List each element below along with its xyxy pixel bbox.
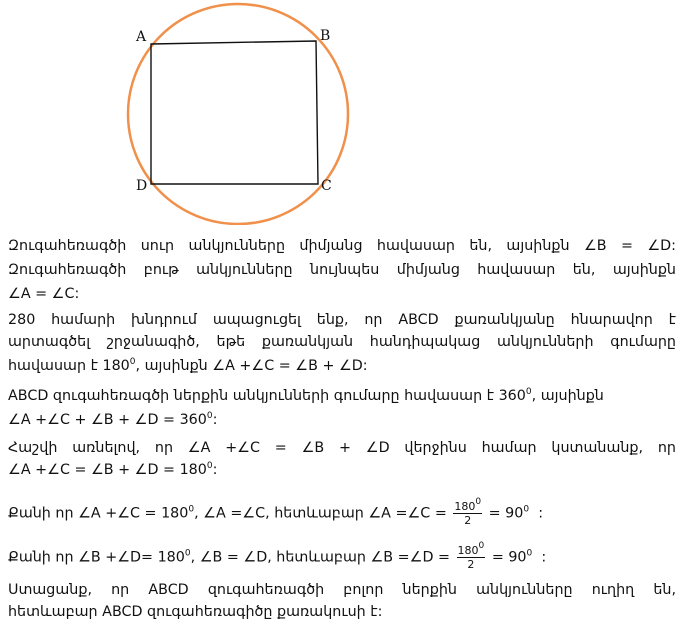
text-line-11-part-b: , ∠A =∠C, հետևաբար ∠A =∠C =: [194, 505, 447, 522]
text-line-8-part-a: ∠A +∠C + ∠B + ∠D = 360: [8, 412, 207, 428]
degree-mark: 0: [475, 497, 482, 507]
text-line-11: [8, 497, 676, 527]
text-line-3: ∠A = ∠C:: [8, 286, 80, 302]
text-line-6-part-b: , այսինքն ∠A +∠C = ∠B + ∠D:: [135, 358, 368, 374]
text-line-10: [8, 460, 676, 480]
fraction: [453, 497, 482, 527]
degree-mark: 0: [523, 504, 530, 515]
fraction-numerator-value: 180: [457, 544, 479, 557]
fraction-denominator: 2: [464, 514, 472, 527]
text-line-5: արտագծել շրջանագիծ, եթե քառանկյան հանդիպակաց անկյունների գումարը: [8, 334, 676, 350]
degree-mark: 0: [184, 548, 191, 559]
text-line-8: [8, 410, 676, 430]
quadrilateral-abcd: [151, 41, 318, 184]
vertex-label-d: D: [136, 178, 148, 194]
text-line-12: [8, 541, 676, 571]
circumscribed-circle: [128, 4, 348, 224]
text-line-6-part-a: հավասար է 180: [8, 358, 130, 374]
fraction-numerator: [457, 541, 486, 558]
inscribed-quadrilateral-figure: [0, 0, 684, 225]
degree-mark: 0: [129, 357, 136, 367]
text-line-10-part-b: :: [212, 462, 218, 478]
fraction-denominator: 2: [467, 558, 475, 571]
text-line-11-part-d: :: [538, 505, 544, 522]
text-line-7-part-a: ABCD զուգահեռագծի ներքին անկյունների գումարը հավասար է 360: [8, 388, 526, 404]
text-line-6: [8, 356, 676, 376]
text-line-2: Զուգահեռագծի բութ անկյունները նույնպես միմյանց հավասար են, այսինքն: [8, 262, 676, 278]
fraction-numerator-value: 180: [454, 500, 476, 513]
text-line-11-part-c: = 90: [488, 505, 524, 522]
vertex-label-b: B: [320, 28, 331, 44]
degree-mark: 0: [526, 548, 533, 559]
text-line-11-part-a: Քանի որ ∠A +∠C = 180: [8, 505, 189, 522]
degree-mark: 0: [188, 504, 195, 515]
degree-mark: 0: [206, 411, 213, 421]
text-line-7: [8, 386, 676, 406]
text-line-8-part-b: :: [212, 412, 218, 428]
text-line-12-part-b: , ∠B = ∠D, հետևաբար ∠B =∠D =: [190, 549, 450, 566]
text-line-12-part-d: :: [541, 549, 547, 566]
degree-mark: 0: [525, 387, 532, 397]
text-line-1: Զուգահեռագծի սուր անկյունները միմյանց հավասար են, այսինքն ∠B = ∠D:: [8, 238, 676, 254]
text-line-12-part-c: = 90: [491, 549, 527, 566]
text-line-12-part-a: Քանի որ ∠B +∠D= 180: [8, 549, 185, 566]
fraction: [457, 541, 486, 571]
text-line-4: 280 համարի խնդրում ապացուցել ենք, որ ABCD քառանկյանը հնարավոր է: [8, 312, 676, 328]
text-line-13: Ստացանք, որ ABCD զուգահեռագծի բոլոր ներքին անկյունները ուղիղ են,: [8, 582, 676, 598]
vertex-label-c: C: [321, 178, 332, 194]
vertex-label-a: A: [136, 29, 147, 45]
text-line-14: հետևաբար ABCD զուգահեռագիծը քառակուսի է:: [8, 604, 383, 620]
fraction-numerator: [453, 497, 482, 514]
text-line-9: Հաշվի առնելով, որ ∠A +∠C = ∠B + ∠D վերջինս համար կստանանք, որ: [8, 440, 676, 456]
degree-mark: 0: [478, 541, 485, 551]
text-line-7-part-b: , այսինքն: [531, 388, 604, 404]
text-line-10-part-a: ∠A +∠C = ∠B + ∠D = 180: [8, 462, 207, 478]
degree-mark: 0: [206, 461, 213, 471]
